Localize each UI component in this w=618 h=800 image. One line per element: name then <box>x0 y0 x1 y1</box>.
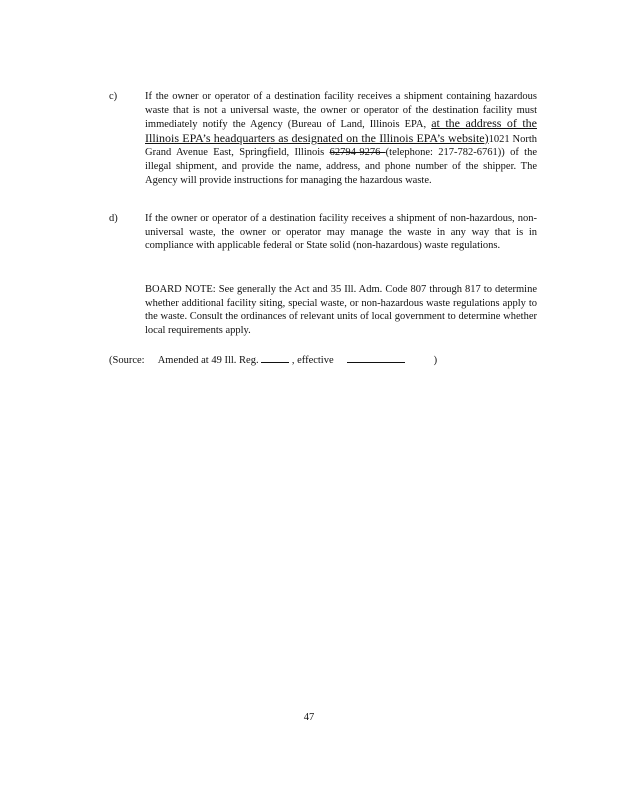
board-note: BOARD NOTE: See generally the Act and 35 Ill. Adm. Code 807 through 817 to determine whether additional facility siting, special waste, or non-hazardous waste regulations apply to the waste. Consult the ordinances of relevant units of local government to determine whether local requirements apply. <box>145 284 537 336</box>
subsection-c-text-part-3: (telephone: 217-782-6761)) of the illegal shipment, and provide the name, address, and phone number of the shipper. The Agency will provide instructions for managing the hazardous waste. <box>145 147 537 186</box>
page-number: 47 <box>303 712 315 723</box>
register-volume-blank <box>261 352 289 363</box>
source-close: ) <box>433 355 438 366</box>
subsection-d <box>109 212 537 253</box>
subsection-c-text <box>145 90 537 187</box>
subsection-c-text-part-2: 1021 North Grand Avenue East, Springfield, Illinois <box>145 133 537 159</box>
subsection-c-text-part-1: If the owner or operator of a destination facility receives a shipment containing hazardous waste that is not a universal waste, the owner or operator of the destination facility must immediately notify the Agency (Bureau of Land, Illinois EPA, <box>145 91 537 131</box>
subsection-c-label: c) <box>109 91 118 102</box>
source-effective: , effective <box>291 355 334 366</box>
subsection-c <box>109 90 537 187</box>
effective-date-blank <box>347 352 405 363</box>
inserted-text: at the address of the Illinois EPA’s headquarters as designated on the Illinois EPA’s website) <box>145 116 538 145</box>
subsection-d-text: If the owner or operator of a destination facility receives a shipment of non-hazardous, non-universal waste, the owner or operator may manage the waste in any way that is in compliance with applicable federal or State solid (non-hazardous) waste regulations. <box>145 213 537 252</box>
source-amended: Amended at 49 Ill. Reg. <box>157 355 259 366</box>
source-prefix: (Source: <box>109 355 145 366</box>
source-line <box>109 352 437 368</box>
subsection-d-label: d) <box>109 213 118 224</box>
deleted-text: 62794-9276 <box>329 147 386 159</box>
